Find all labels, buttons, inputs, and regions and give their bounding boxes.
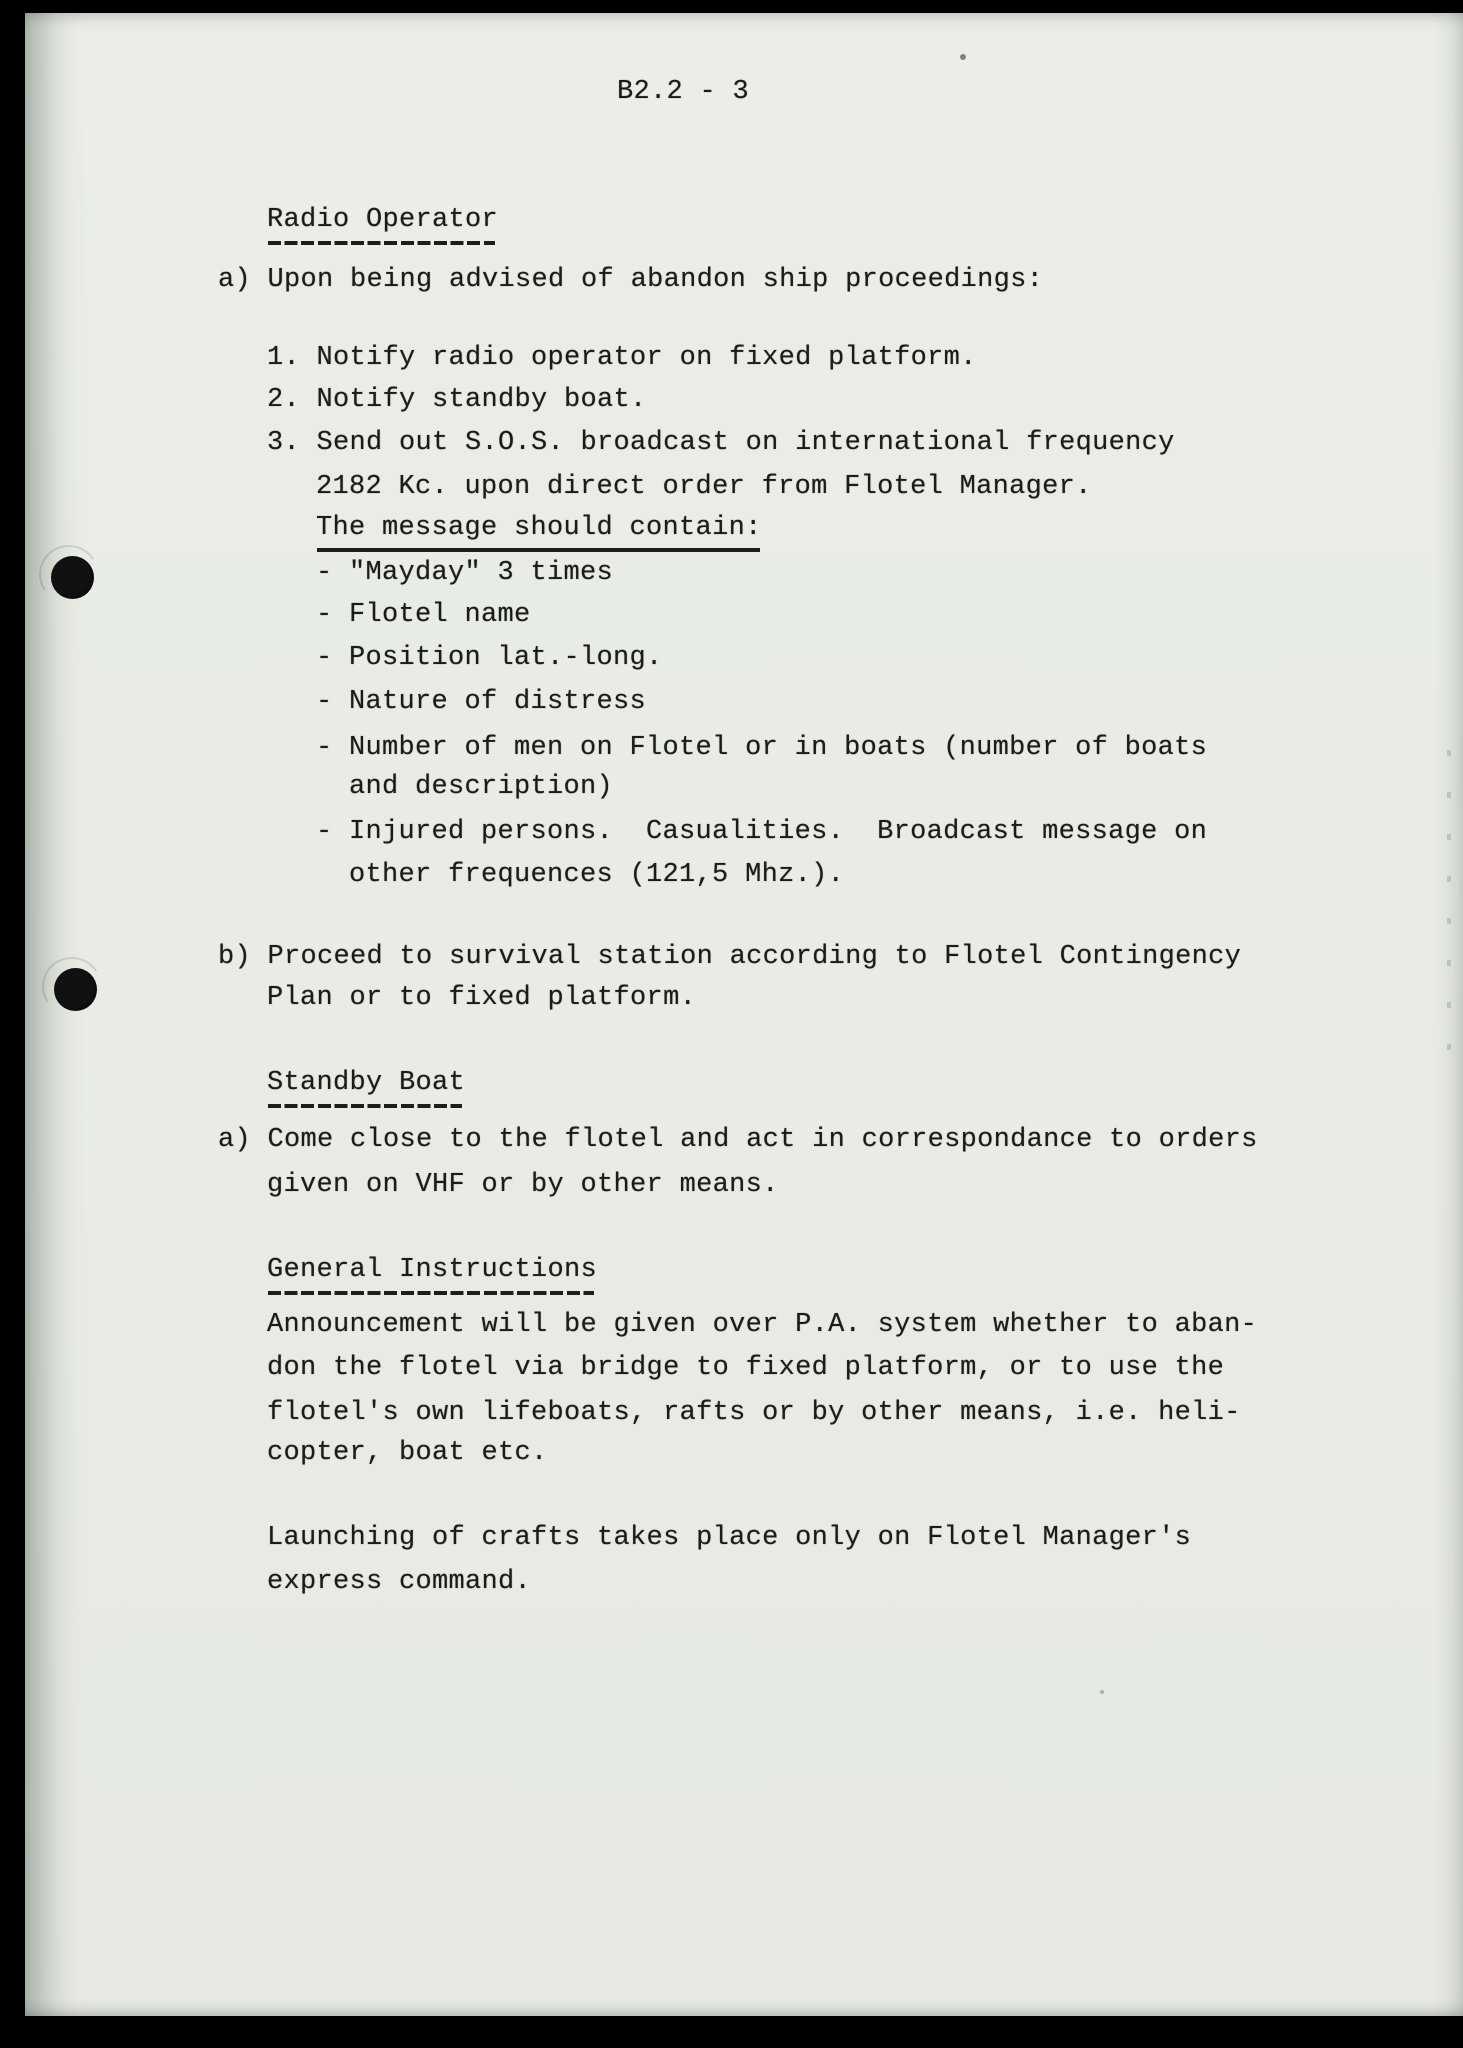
step-3-line-1: 3. Send out S.O.S. broadcast on international frequency bbox=[267, 428, 1175, 458]
page-edge-marks bbox=[1447, 750, 1451, 1080]
step-2: 2. Notify standby boat. bbox=[267, 385, 647, 415]
scan-speck bbox=[1100, 1690, 1104, 1694]
message-item-injured-line-2: other frequences (121,5 Mhz.). bbox=[349, 860, 845, 890]
radio-operator-heading: Radio Operator bbox=[267, 204, 498, 238]
standby-boat-heading: Standby Boat bbox=[267, 1067, 465, 1101]
step-3-line-2: 2182 Kc. upon direct order from Flotel Manager. bbox=[316, 472, 1092, 502]
scan-speck bbox=[960, 54, 966, 60]
general-instructions-para-1-line-2: don the flotel via bridge to fixed platform, or to use the bbox=[267, 1353, 1225, 1383]
message-item-mayday: - "Mayday" 3 times bbox=[316, 558, 614, 588]
message-item-flotel-name: - Flotel name bbox=[316, 600, 531, 630]
general-instructions-para-1-line-4: copter, boat etc. bbox=[267, 1438, 548, 1468]
standby-boat-item-a-line-1: a) Come close to the flotel and act in correspondance to orders bbox=[218, 1125, 1258, 1155]
hole-punch-bottom bbox=[54, 968, 97, 1011]
hole-punch-top bbox=[51, 556, 94, 599]
message-item-injured-line-1: - Injured persons. Casualities. Broadcast message on bbox=[316, 817, 1208, 847]
message-heading: The message should contain: bbox=[316, 512, 762, 546]
general-instructions-para-1-line-1: Announcement will be given over P.A. system whether to aban- bbox=[267, 1310, 1258, 1340]
general-instructions-heading: General Instructions bbox=[267, 1254, 597, 1288]
paper-sheet bbox=[25, 13, 1463, 2016]
message-item-position: - Position lat.-long. bbox=[316, 643, 663, 673]
general-instructions-para-2-line-2: express command. bbox=[267, 1567, 532, 1597]
radio-operator-item-a: a) Upon being advised of abandon ship proceedings: bbox=[218, 265, 1044, 295]
message-item-number-line-2: and description) bbox=[349, 772, 614, 802]
step-1: 1. Notify radio operator on fixed platform. bbox=[267, 343, 977, 373]
general-instructions-para-2-line-1: Launching of crafts takes place only on Flotel Manager's bbox=[267, 1523, 1192, 1553]
radio-operator-item-b-line-1: b) Proceed to survival station according to Flotel Contingency bbox=[218, 942, 1242, 972]
message-item-number-line-1: - Number of men on Flotel or in boats (number of boats bbox=[316, 733, 1208, 763]
general-instructions-para-1-line-3: flotel's own lifeboats, rafts or by other means, i.e. heli- bbox=[267, 1398, 1241, 1428]
page-number: B2.2 - 3 bbox=[617, 77, 750, 107]
message-item-nature: - Nature of distress bbox=[316, 687, 647, 717]
radio-operator-item-b-line-2: Plan or to fixed platform. bbox=[267, 983, 697, 1013]
standby-boat-item-a-line-2: given on VHF or by other means. bbox=[267, 1170, 779, 1200]
